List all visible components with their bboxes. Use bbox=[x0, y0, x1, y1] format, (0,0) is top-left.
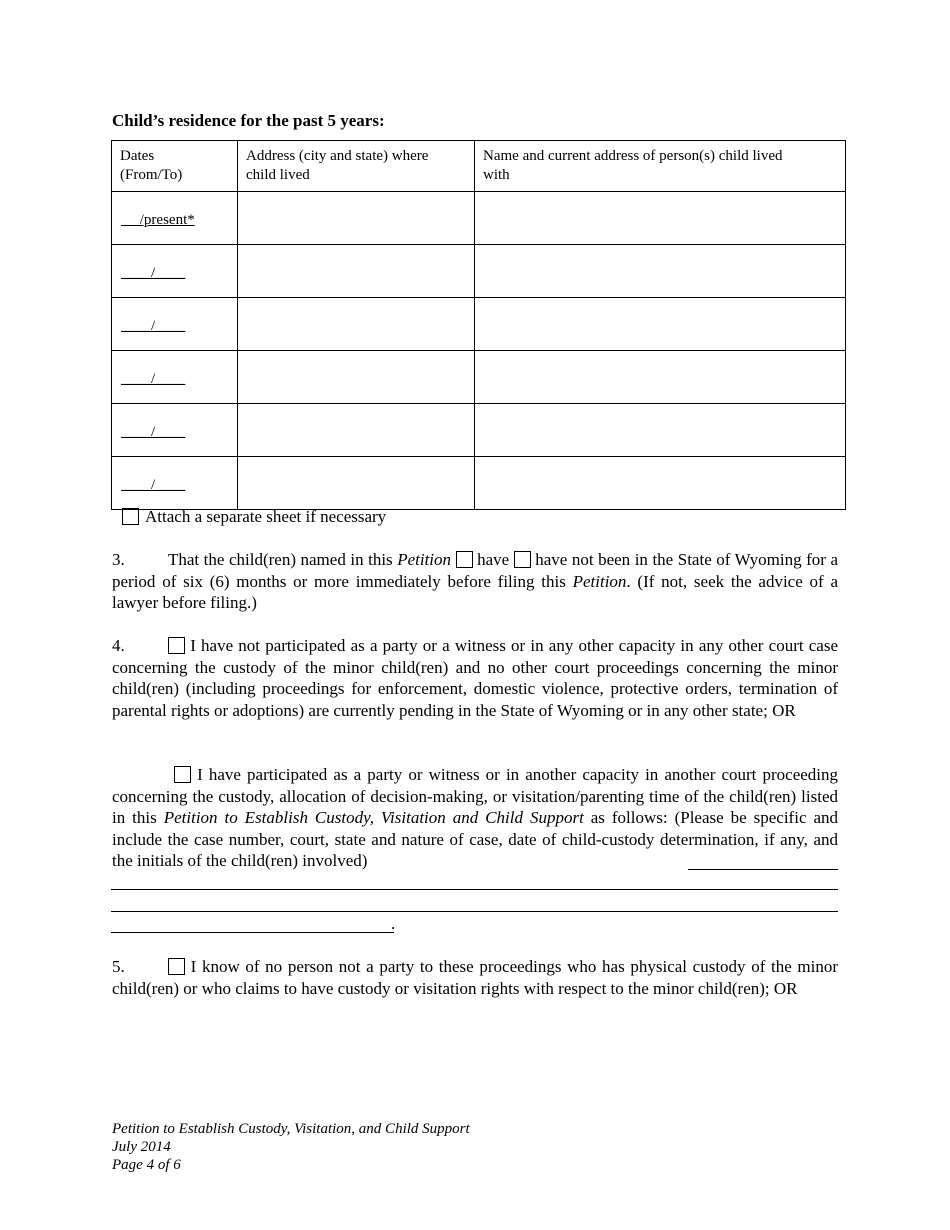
address-cell[interactable] bbox=[238, 192, 475, 245]
item-4-number: 4. bbox=[112, 636, 125, 655]
person-cell[interactable] bbox=[475, 192, 846, 245]
address-cell[interactable] bbox=[238, 245, 475, 298]
table-header-row bbox=[112, 141, 846, 192]
have-checkbox[interactable] bbox=[456, 551, 473, 568]
not-participated-checkbox[interactable] bbox=[168, 637, 185, 654]
person-cell[interactable] bbox=[475, 298, 846, 351]
fill-line[interactable] bbox=[111, 911, 838, 912]
item-3-number: 3. bbox=[112, 550, 125, 569]
date-cell[interactable] bbox=[112, 245, 238, 298]
address-cell[interactable] bbox=[238, 298, 475, 351]
header-dates: Dates (From/To) bbox=[112, 141, 238, 192]
residence-table bbox=[111, 140, 846, 510]
date-field[interactable]: ____/____ bbox=[121, 318, 186, 334]
table-row bbox=[112, 245, 846, 298]
person-cell[interactable] bbox=[475, 351, 846, 404]
no-other-custody-checkbox[interactable] bbox=[168, 958, 185, 975]
table-row bbox=[112, 351, 846, 404]
have-not-checkbox[interactable] bbox=[514, 551, 531, 568]
person-cell[interactable] bbox=[475, 457, 846, 510]
date-field[interactable]: ____/____ bbox=[121, 265, 186, 281]
item-5-number: 5. bbox=[112, 957, 125, 976]
section-heading: Child’s residence for the past 5 years: bbox=[112, 111, 385, 130]
date-cell[interactable] bbox=[112, 457, 238, 510]
table-row bbox=[112, 457, 846, 510]
attach-sheet-label: Attach a separate sheet if necessary bbox=[145, 507, 387, 526]
date-field[interactable]: /present* bbox=[121, 212, 195, 228]
date-field[interactable]: ____/____ bbox=[121, 371, 186, 387]
date-cell[interactable] bbox=[112, 404, 238, 457]
address-cell[interactable] bbox=[238, 404, 475, 457]
person-cell[interactable] bbox=[475, 245, 846, 298]
page-footer bbox=[112, 1120, 470, 1174]
person-cell[interactable] bbox=[475, 404, 846, 457]
end-period: . bbox=[391, 914, 396, 933]
fill-line[interactable] bbox=[111, 889, 838, 890]
table-row bbox=[112, 298, 846, 351]
address-cell[interactable] bbox=[238, 457, 475, 510]
table-row bbox=[112, 404, 846, 457]
footer-date: July 2014 bbox=[112, 1139, 171, 1155]
header-name-address: Name and current address of person(s) child lived with bbox=[475, 141, 846, 192]
date-cell[interactable] bbox=[112, 192, 238, 245]
footer-page: Page 4 of 6 bbox=[112, 1157, 181, 1173]
attach-sheet-option bbox=[122, 507, 386, 527]
fill-line[interactable] bbox=[111, 932, 394, 933]
item-4-option-a: 4. I have not participated as a party or a witness or in any other capacity in any other court case concerning the custody of the minor child(ren) and no other court proceedings concerning the minor child(ren) (including proceedings for enforcement, domestic violence, protective orders, termination of parental rights or adoptions) are currently pending in the State of Wyoming or in any other state; OR bbox=[112, 636, 839, 720]
participated-checkbox[interactable] bbox=[174, 766, 191, 783]
date-cell[interactable] bbox=[112, 298, 238, 351]
item-3: 3. That the child(ren) named in this Petition have have not been in the State of Wyoming for a period of six (6) months or more immediately before filing this Petition. (If not, seek the advice of a lawyer before filing.) bbox=[112, 550, 839, 612]
item-4-option-b: I have participated as a party or witness or in another capacity in another court proceeding concerning the custody, allocation of decision-making, or visitation/parenting time of the child(ren) listed in this Petition to Establish Custody, Visitation and Child Support as follows: (Please be specific and include the case number, court, state and nature of case, date of child-custody determination, if any, and the initials of the child(ren) involved) bbox=[112, 765, 839, 870]
address-cell[interactable] bbox=[238, 351, 475, 404]
date-field[interactable]: ____/____ bbox=[121, 424, 186, 440]
date-cell[interactable] bbox=[112, 351, 238, 404]
attach-sheet-checkbox[interactable] bbox=[122, 508, 139, 525]
date-field[interactable]: ____/____ bbox=[121, 477, 186, 493]
header-address: Address (city and state) where child lived bbox=[238, 141, 475, 192]
fill-line[interactable] bbox=[688, 869, 838, 870]
item-5: 5. I know of no person not a party to these proceedings who has physical custody of the minor child(ren) or who claims to have custody or visitation rights with respect to the minor child(ren); OR bbox=[112, 957, 839, 998]
table-row bbox=[112, 192, 846, 245]
footer-title: Petition to Establish Custody, Visitation, and Child Support bbox=[112, 1121, 470, 1137]
